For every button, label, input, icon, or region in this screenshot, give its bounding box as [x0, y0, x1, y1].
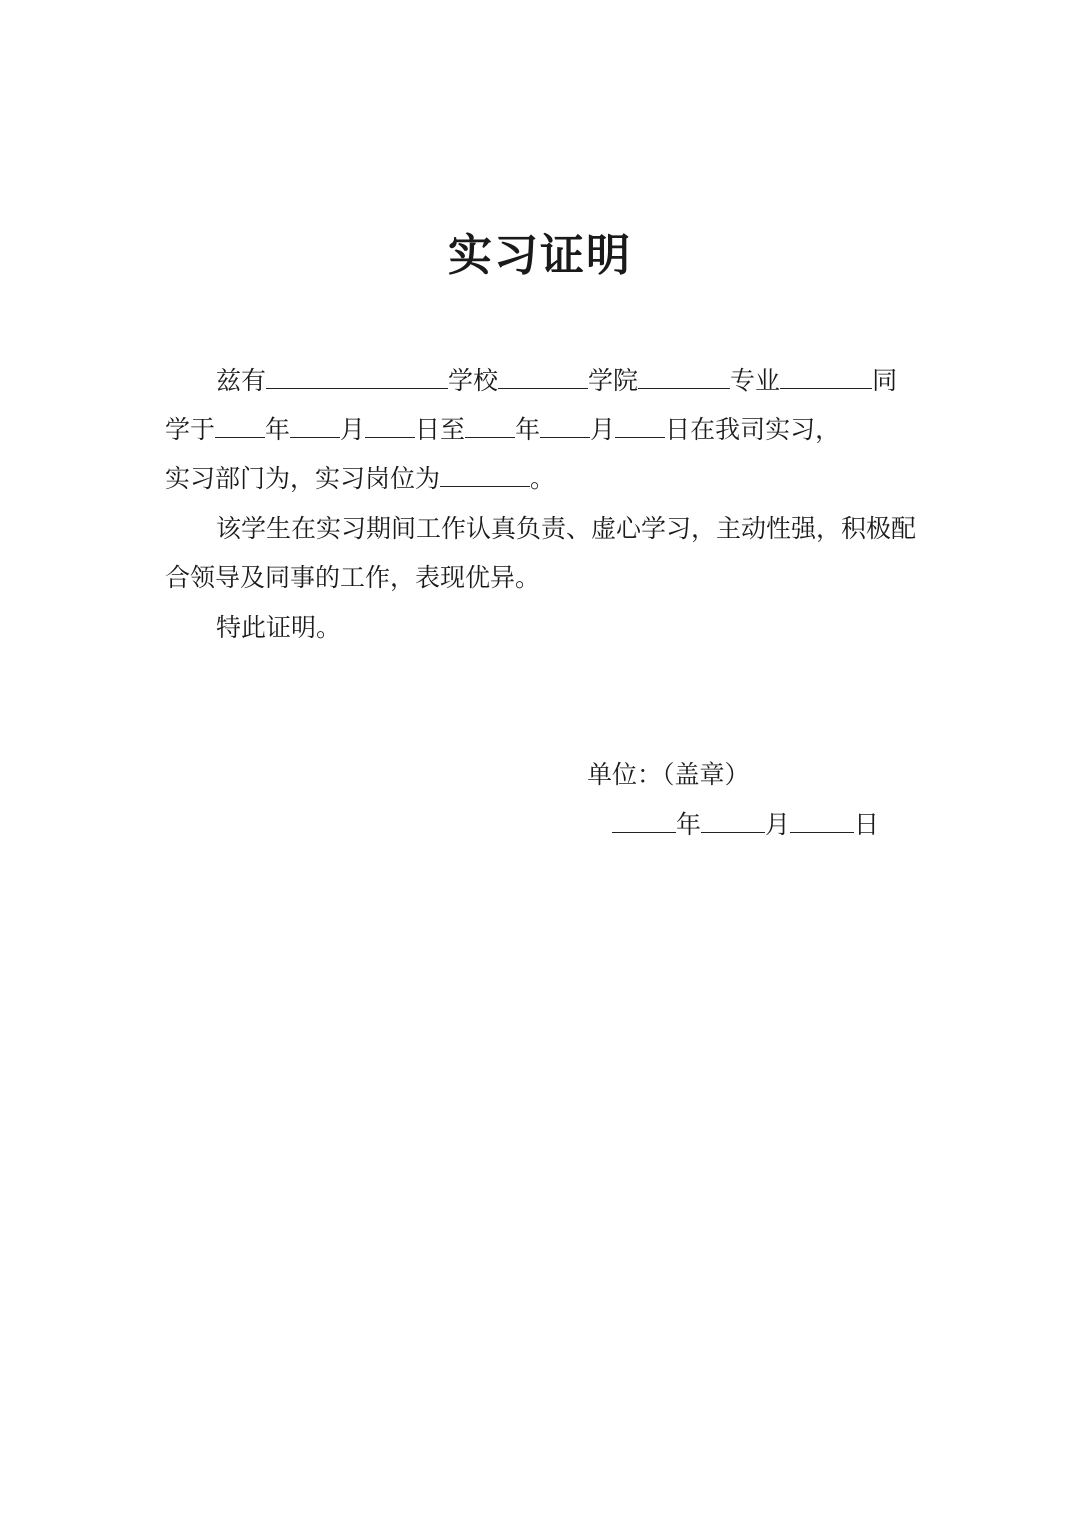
- post-blank[interactable]: [440, 464, 530, 487]
- text-end-month: 月: [590, 415, 616, 444]
- sign-year-blank[interactable]: [612, 810, 676, 833]
- paragraph2-line2: 合领导及同事的工作，表现优异。: [165, 563, 541, 592]
- text-sign-month: 月: [765, 810, 791, 839]
- text-school: 学校: [448, 366, 499, 395]
- name-blank[interactable]: [780, 366, 872, 389]
- text-end-year: 年: [515, 415, 541, 444]
- text-period: 。: [530, 464, 556, 493]
- text-start-month: 月: [340, 415, 366, 444]
- text-start-year: 年: [265, 415, 291, 444]
- page-title: 实习证明: [448, 230, 632, 281]
- paragraph1-line1: [216, 364, 897, 398]
- start-day-blank[interactable]: [365, 415, 415, 438]
- sign-month-blank[interactable]: [701, 810, 765, 833]
- end-year-blank[interactable]: [465, 415, 515, 438]
- major-blank[interactable]: [638, 366, 730, 389]
- college-blank[interactable]: [498, 366, 588, 389]
- end-month-blank[interactable]: [540, 415, 590, 438]
- text-sign-day: 日: [854, 810, 880, 839]
- start-month-blank[interactable]: [290, 415, 340, 438]
- end-day-blank[interactable]: [615, 415, 665, 438]
- text-tong: 同: [872, 366, 898, 395]
- text-start-day: 日至: [415, 415, 466, 444]
- paragraph1-line2: [165, 413, 840, 447]
- text-major: 专业: [730, 366, 781, 395]
- school-blank[interactable]: [266, 366, 448, 389]
- text-department-post: 实习部门为，实习岗位为: [165, 464, 441, 493]
- sign-day-blank[interactable]: [790, 810, 854, 833]
- start-year-blank[interactable]: [215, 415, 265, 438]
- text-end-day: 日在我司实习，: [665, 415, 841, 444]
- paragraph2-line1: 该学生在实习期间工作认真负责、虚心学习，主动性强，积极配: [216, 514, 917, 543]
- signature-date-line: [612, 808, 879, 842]
- paragraph3: 特此证明。: [216, 613, 342, 642]
- paragraph1-line3: [165, 462, 555, 496]
- text-ziyou: 兹有: [216, 366, 267, 395]
- text-college: 学院: [588, 366, 639, 395]
- unit-seal-line: 单位：（盖章）: [587, 760, 750, 789]
- text-xueyu: 学于: [165, 415, 216, 444]
- text-sign-year: 年: [676, 810, 702, 839]
